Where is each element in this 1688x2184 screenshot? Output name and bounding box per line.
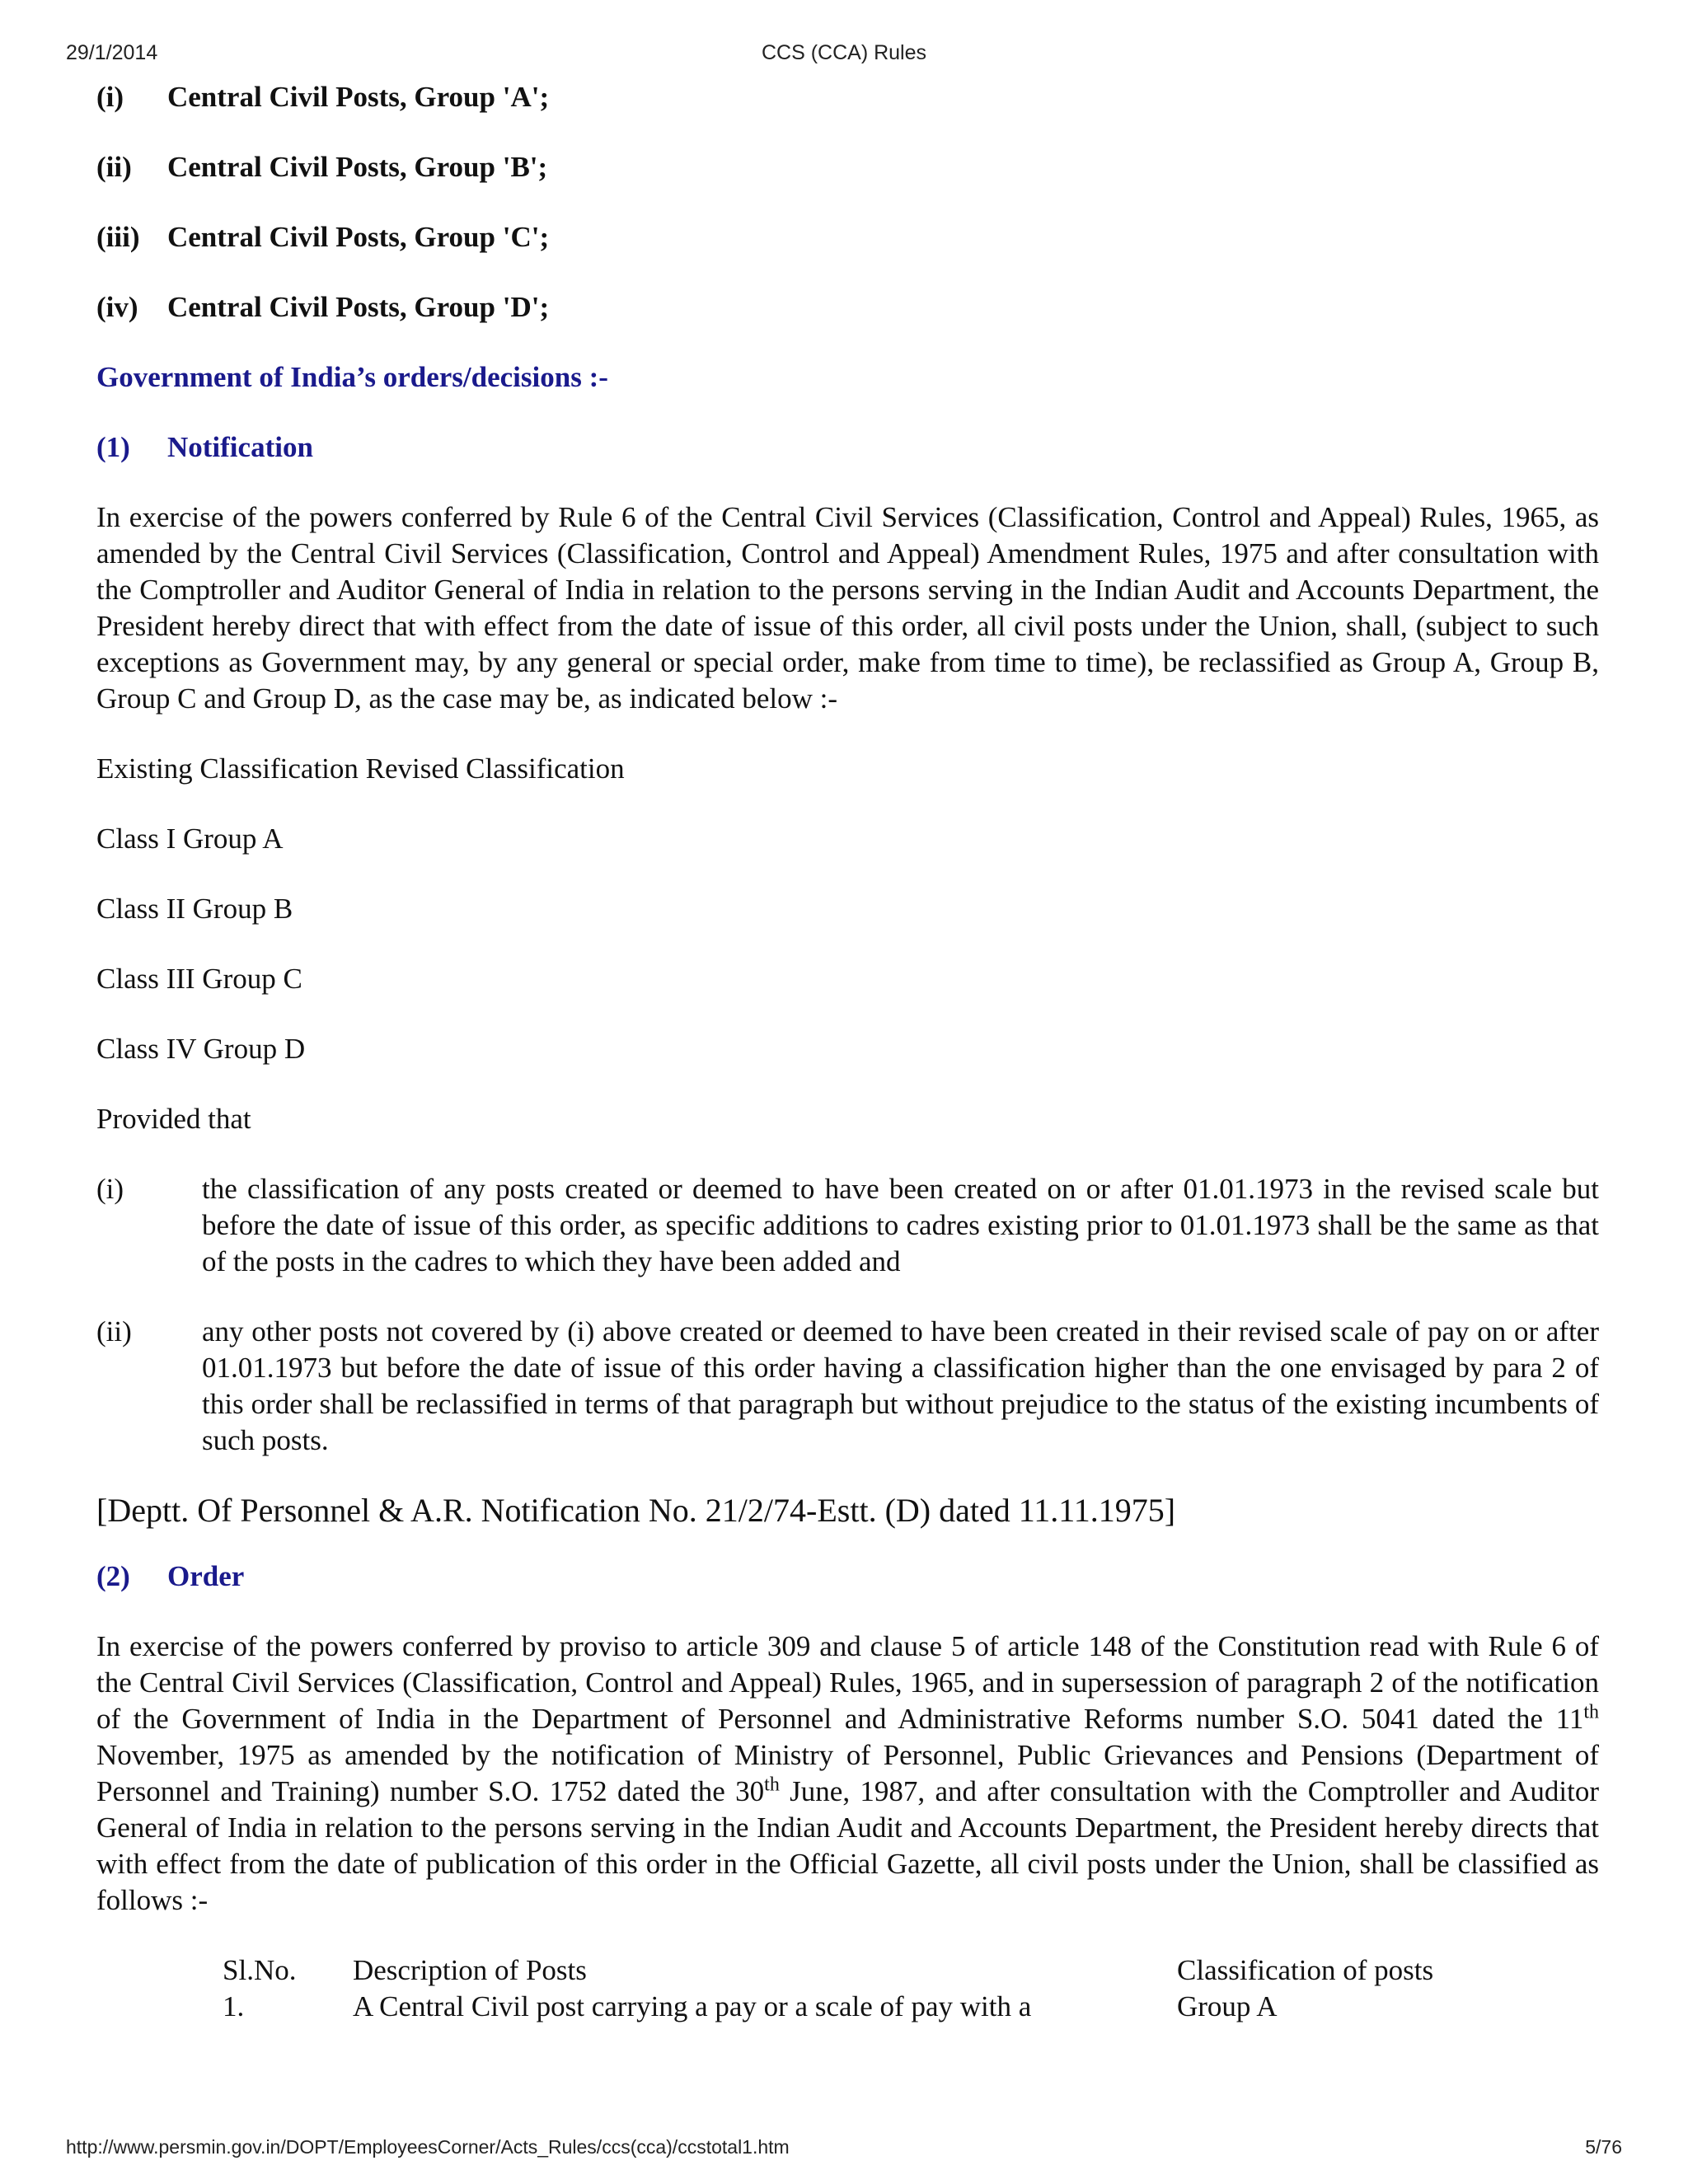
order-text-part: In exercise of the powers conferred by proviso to article 309 and clause 5 of article 148 of the Constitution read with Rule 6 of the Central Civil Services (Classification, Control and Appeal) Rules, 1965, and in supersession of paragraph 2 of the notification of the Government of India in the Department of Personnel and Administrative Reforms number S.O. 5041 dated the 11: [96, 1630, 1599, 1735]
notification-paragraph: In exercise of the powers conferred by Rule 6 of the Central Civil Services (Classification, Control and Appeal) Rules, 1965, as amended by the Central Civil Services (Classification, Control and Appeal) Amendment Rules, 1975 and after consultation with the Comptroller and Auditor General of India in relation to the persons serving in the Indian Audit and Accounts Department, the President hereby direct that with effect from the date of issue of this order, all civil posts under the Union, shall, (subject to such exceptions as Government may, by any general or special order, make from time to time), be reclassified as Group A, Group B, Group C and Group D, as the case may be, as indicated below :-: [96, 501, 1599, 715]
group-item-number: (iii): [96, 221, 140, 253]
proviso-item: [96, 1171, 1599, 1280]
provided-that-line: Provided that: [96, 1103, 251, 1135]
ordinal-suffix: th: [1583, 1701, 1599, 1723]
order-heading: [96, 1558, 1599, 1595]
proviso-item: [96, 1314, 1599, 1459]
ordinal-suffix: th: [764, 1774, 780, 1796]
notification-citation: [Deptt. Of Personnel & A.R. Notification No. 21/2/74-Estt. (D) dated 11.11.1975]: [96, 1492, 1176, 1529]
order-text-part: June, 1987, and after consultation with the Comptroller and Auditor General of India in relation to the persons serving in the Indian Audit and Accounts Department, the President hereby directs that with effect from the date of publication of this order in the Official Gazette, all civil posts under the Union, shall be classified as follows :-: [96, 1775, 1599, 1916]
order-paragraph: [96, 1629, 1599, 1919]
table-header-description: Description of Posts: [353, 1954, 587, 1986]
classification-line-class-3: Class III Group C: [96, 963, 302, 995]
table-row: [223, 1989, 1523, 2025]
group-item-number: (ii): [96, 151, 132, 183]
classification-table: [223, 1952, 1523, 2025]
proviso-number: (ii): [96, 1315, 132, 1347]
orders-heading: Government of India’s orders/decisions :-: [96, 361, 608, 393]
footer-page-number: 5/76: [1585, 2136, 1622, 2158]
notification-heading: [96, 429, 1599, 466]
footer-url: http://www.persmin.gov.in/DOPT/EmployeesCorner/Acts_Rules/ccs(cca)/ccstotal1.htm: [66, 2136, 790, 2158]
classification-line-class-4: Class IV Group D: [96, 1033, 306, 1065]
proviso-text: the classification of any posts created or deemed to have been created on or after 01.01.1973 in the revised scale but before the date of issue of this order, as specific additions to cadres existing prior to 01.01.1973 shall be the same as that of the posts in the cadres to which they have been added and: [202, 1173, 1599, 1277]
table-cell-classification: Group A: [1177, 1990, 1278, 2022]
proviso-text: any other posts not covered by (i) above created or deemed to have been created in their revised scale of pay on or after 01.01.1973 but before the date of issue of this order having a classification higher than the one envisaged by para 2 of this order shall be reclassified in terms of that paragraph but without prejudice to the status of the existing incumbents of such posts.: [202, 1315, 1599, 1456]
classification-line-class-2: Class II Group B: [96, 893, 293, 925]
table-cell-slno: 1.: [223, 1990, 245, 2022]
proviso-number: (i): [96, 1173, 124, 1205]
header-date: 29/1/2014: [66, 41, 158, 64]
group-item-number: (i): [96, 81, 124, 113]
order-title: Order: [167, 1560, 245, 1592]
group-item-text: Central Civil Posts, Group 'D';: [167, 291, 550, 323]
order-number: (2): [96, 1560, 130, 1592]
classification-line-class-1: Class I Group A: [96, 823, 284, 855]
group-item-d: [96, 289, 1599, 326]
table-header-row: [223, 1952, 1523, 1989]
group-item-number: (iv): [96, 291, 138, 323]
classification-header-line: Existing Classification Revised Classification: [96, 752, 625, 785]
group-item-c: [96, 219, 1599, 255]
order-text-part: November, 1975 as amended by the notification of Ministry of Personnel, Public Grievances and Pensions (Department of Personnel and Training) number S.O. 1752 dated the 30: [96, 1739, 1599, 1807]
group-item-text: Central Civil Posts, Group 'B';: [167, 151, 548, 183]
group-item-a: [96, 79, 1599, 115]
header-title: CCS (CCA) Rules: [761, 41, 927, 64]
notification-title: Notification: [167, 431, 313, 463]
table-header-slno: Sl.No.: [223, 1954, 297, 1986]
group-item-b: [96, 149, 1599, 185]
table-header-classification: Classification of posts: [1177, 1954, 1434, 1986]
document-body: [96, 79, 1599, 2025]
table-cell-description: A Central Civil post carrying a pay or a scale of pay with a: [353, 1990, 1032, 2022]
group-item-text: Central Civil Posts, Group 'A';: [167, 81, 550, 113]
notification-number: (1): [96, 431, 130, 463]
group-item-text: Central Civil Posts, Group 'C';: [167, 221, 550, 253]
